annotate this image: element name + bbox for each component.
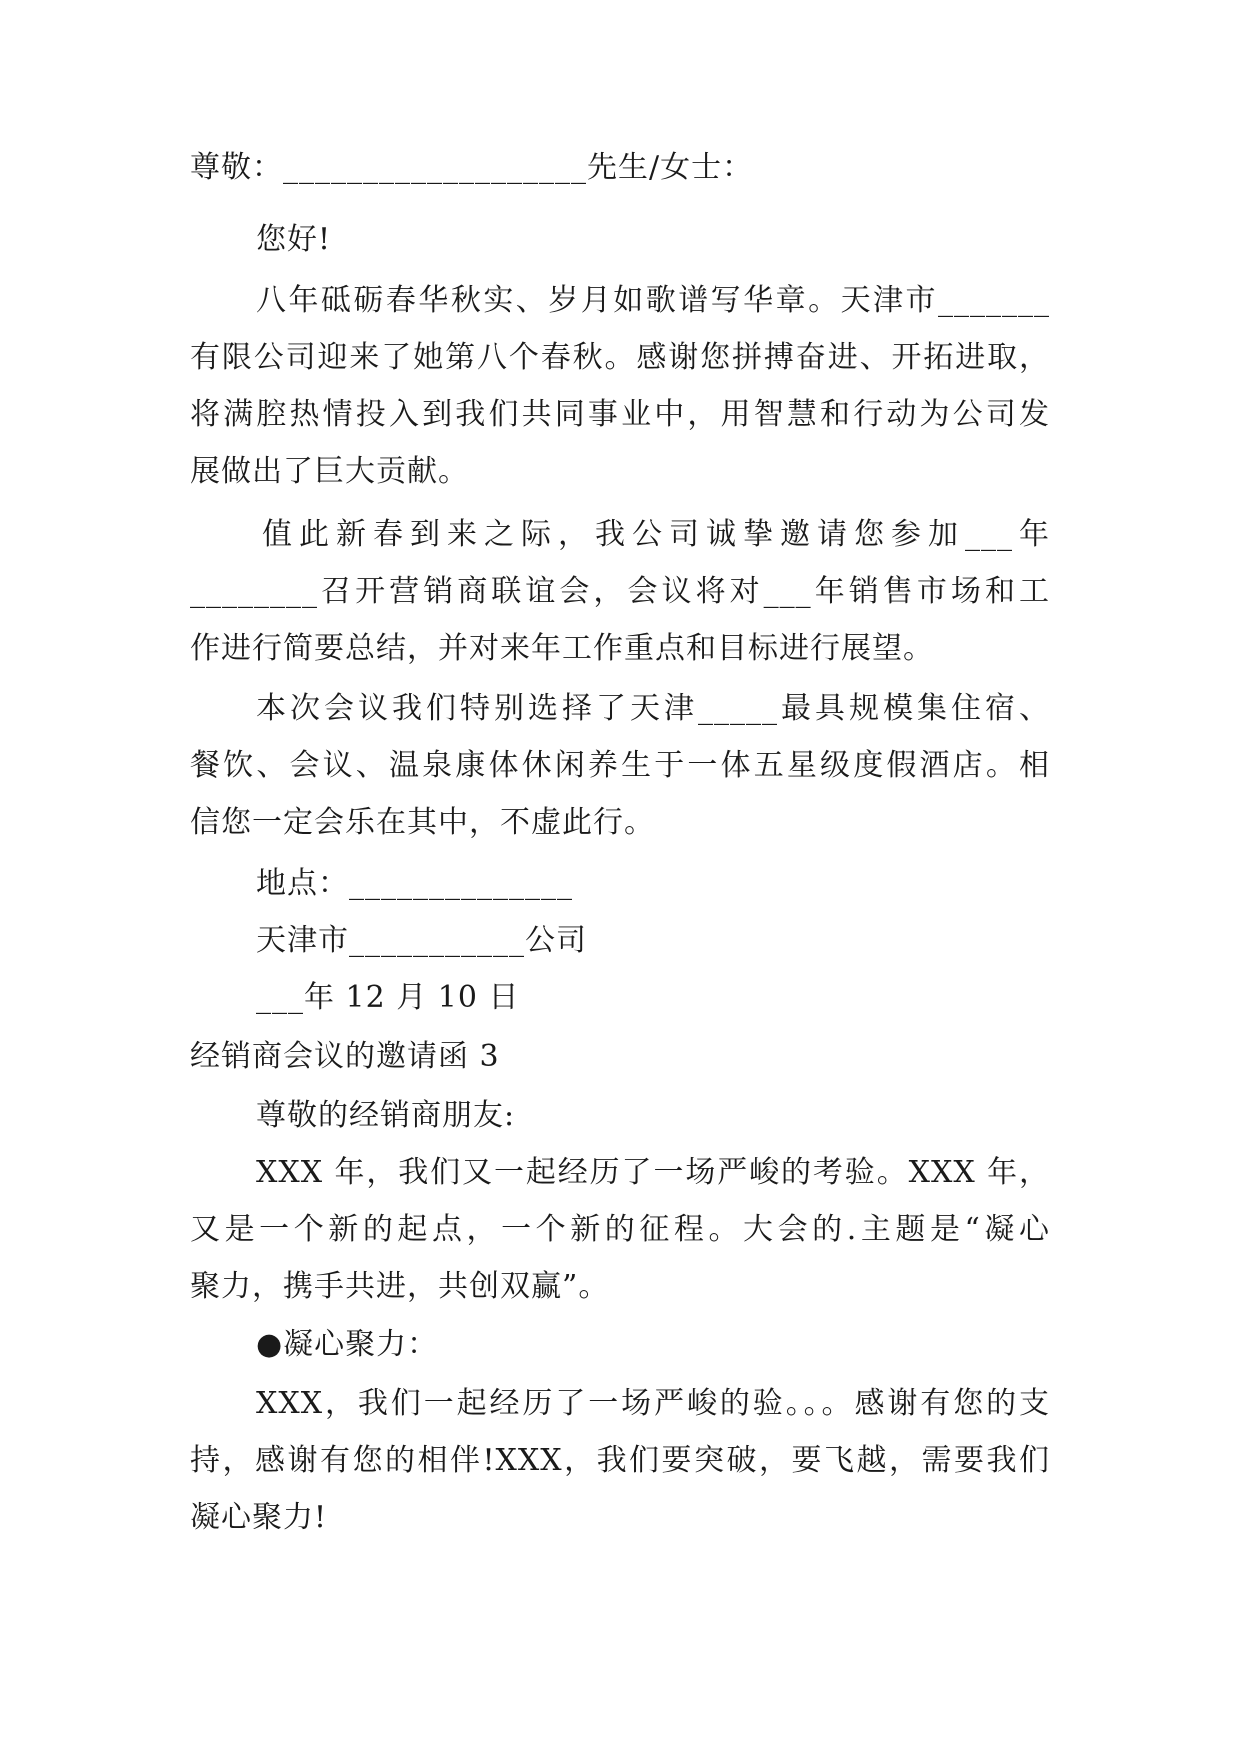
bullet-heading: ●凝心聚力： xyxy=(256,1327,439,1362)
section-paragraph-1-line-3: 聚力，携手共进，共创双赢”。 xyxy=(190,1269,610,1304)
greeting-line: 您好! xyxy=(256,222,332,257)
paragraph-1-line-1: 八年砥砺春华秋实、岁月如歌谱写华章。天津市_______ xyxy=(256,283,1050,318)
paragraph-3-line-2: 餐饮、会议、温泉康体休闲养生于一体五星级度假酒店。相 xyxy=(190,748,1050,783)
paragraph-1-line-3: 将满腔热情投入到我们共同事业中，用智慧和行动为公司发 xyxy=(190,397,1050,432)
paragraph-3-line-1: 本次会议我们特别选择了天津_____最具规模集住宿、 xyxy=(256,691,1050,726)
location-line: 地点：______________ xyxy=(256,866,573,901)
section-paragraph-2-line-3: 凝心聚力! xyxy=(190,1500,328,1535)
section-salutation: 尊敬的经销商朋友: xyxy=(256,1098,516,1133)
company-line: 天津市___________公司 xyxy=(256,923,587,958)
paragraph-1-line-4: 展做出了巨大贡献。 xyxy=(190,454,469,489)
section-paragraph-2-line-2: 持，感谢有您的相伴!XXX，我们要突破，要飞越，需要我们 xyxy=(190,1443,1050,1478)
paragraph-2-line-2: ________召开营销商联谊会，会议将对___年销售市场和工 xyxy=(190,574,1050,609)
section-paragraph-1-line-1: XXX 年，我们又一起经历了一场严峻的考验。XXX 年， xyxy=(256,1155,1050,1190)
paragraph-3-line-3: 信您一定会乐在其中，不虚此行。 xyxy=(190,805,655,840)
date-line: ___年 12 月 10 日 xyxy=(256,980,520,1015)
paragraph-1-line-2: 有限公司迎来了她第八个春秋。感谢您拼搏奋进、开拓进取， xyxy=(190,340,1050,375)
paragraph-2-line-3: 作进行简要总结，并对来年工作重点和目标进行展望。 xyxy=(190,631,934,666)
salutation-line: 尊敬：___________________先生/女士： xyxy=(190,150,754,185)
section-paragraph-2-line-1: XXX，我们一起经历了一场严峻的验。。。感谢有您的支 xyxy=(256,1386,1050,1421)
paragraph-2-line-1: 值此新春到来之际，我公司诚挚邀请您参加___年 xyxy=(262,517,1050,552)
section-paragraph-1-line-2: 又是一个新的起点，一个新的征程。大会的.主题是“凝心 xyxy=(190,1212,1050,1247)
section-title: 经销商会议的邀请函 3 xyxy=(190,1039,500,1074)
